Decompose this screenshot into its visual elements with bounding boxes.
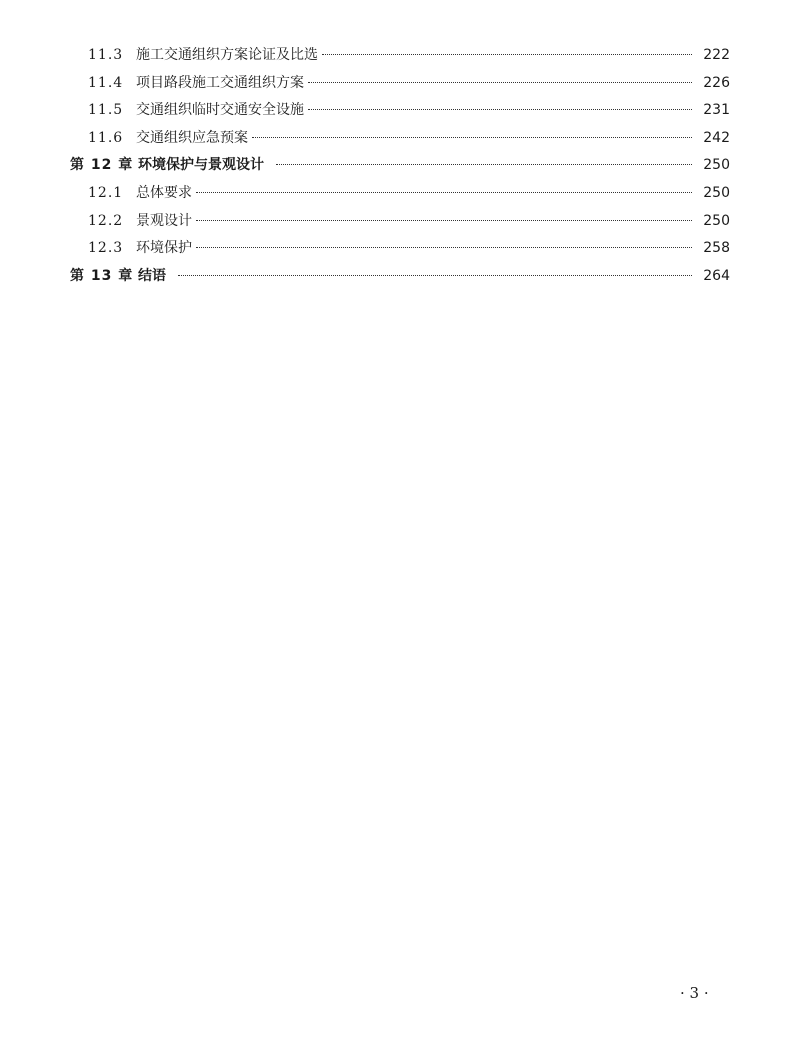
toc-entry-12-2[interactable] (70, 208, 730, 236)
dot-leader (276, 164, 692, 165)
toc-entry-11-5[interactable] (70, 97, 730, 125)
dot-leader (308, 82, 692, 83)
toc-number: 12.3 (88, 240, 124, 257)
dot-leader (322, 54, 692, 55)
toc-entry-12-1[interactable] (70, 180, 730, 208)
toc-chapter-13[interactable] (70, 263, 730, 291)
dot-leader (308, 109, 692, 110)
toc-title: 总体要求 (136, 184, 192, 201)
toc-number: 11.6 (88, 129, 124, 146)
toc-title: 项目路段施工交通组织方案 (136, 74, 304, 91)
toc-entry-11-6[interactable] (70, 125, 730, 153)
toc-page-number: 250 (703, 212, 730, 229)
toc-page-number: 258 (703, 240, 730, 257)
dot-leader (178, 275, 692, 276)
toc-page-number: 222 (703, 47, 730, 63)
page-folio: · 3 · (680, 984, 709, 1002)
toc-title: 环境保护 (136, 240, 192, 257)
toc-number: 12.2 (88, 212, 124, 229)
dot-leader (196, 220, 692, 221)
toc-number: 12.1 (88, 184, 124, 201)
toc-chapter-12[interactable] (70, 152, 730, 180)
toc-title: 交通组织应急预案 (136, 129, 248, 146)
toc-entry-11-4[interactable] (70, 70, 730, 98)
toc-number: 11.3 (88, 47, 124, 63)
dot-leader (252, 137, 692, 138)
toc-title: 景观设计 (136, 212, 192, 229)
toc-number: 11.4 (88, 74, 124, 91)
toc-page-number: 250 (703, 184, 730, 201)
dot-leader (196, 247, 692, 248)
toc-page-number: 250 (703, 157, 730, 174)
toc-chapter-title: 结语 (138, 267, 166, 284)
toc-chapter-number: 第 13 章 (70, 267, 134, 284)
toc-page-number: 264 (703, 267, 730, 284)
toc-entry-11-3[interactable] (70, 42, 730, 70)
toc-title: 施工交通组织方案论证及比选 (136, 47, 318, 63)
toc-number: 11.5 (88, 102, 124, 119)
toc-title: 交通组织临时交通安全设施 (136, 102, 304, 119)
toc-chapter-number: 第 12 章 (70, 157, 134, 174)
table-of-contents (70, 42, 730, 290)
toc-page-number: 242 (703, 129, 730, 146)
toc-chapter-title: 环境保护与景观设计 (138, 157, 264, 174)
toc-page-number: 226 (703, 74, 730, 91)
toc-page-number: 231 (703, 102, 730, 119)
toc-entry-12-3[interactable] (70, 235, 730, 263)
dot-leader (196, 192, 692, 193)
